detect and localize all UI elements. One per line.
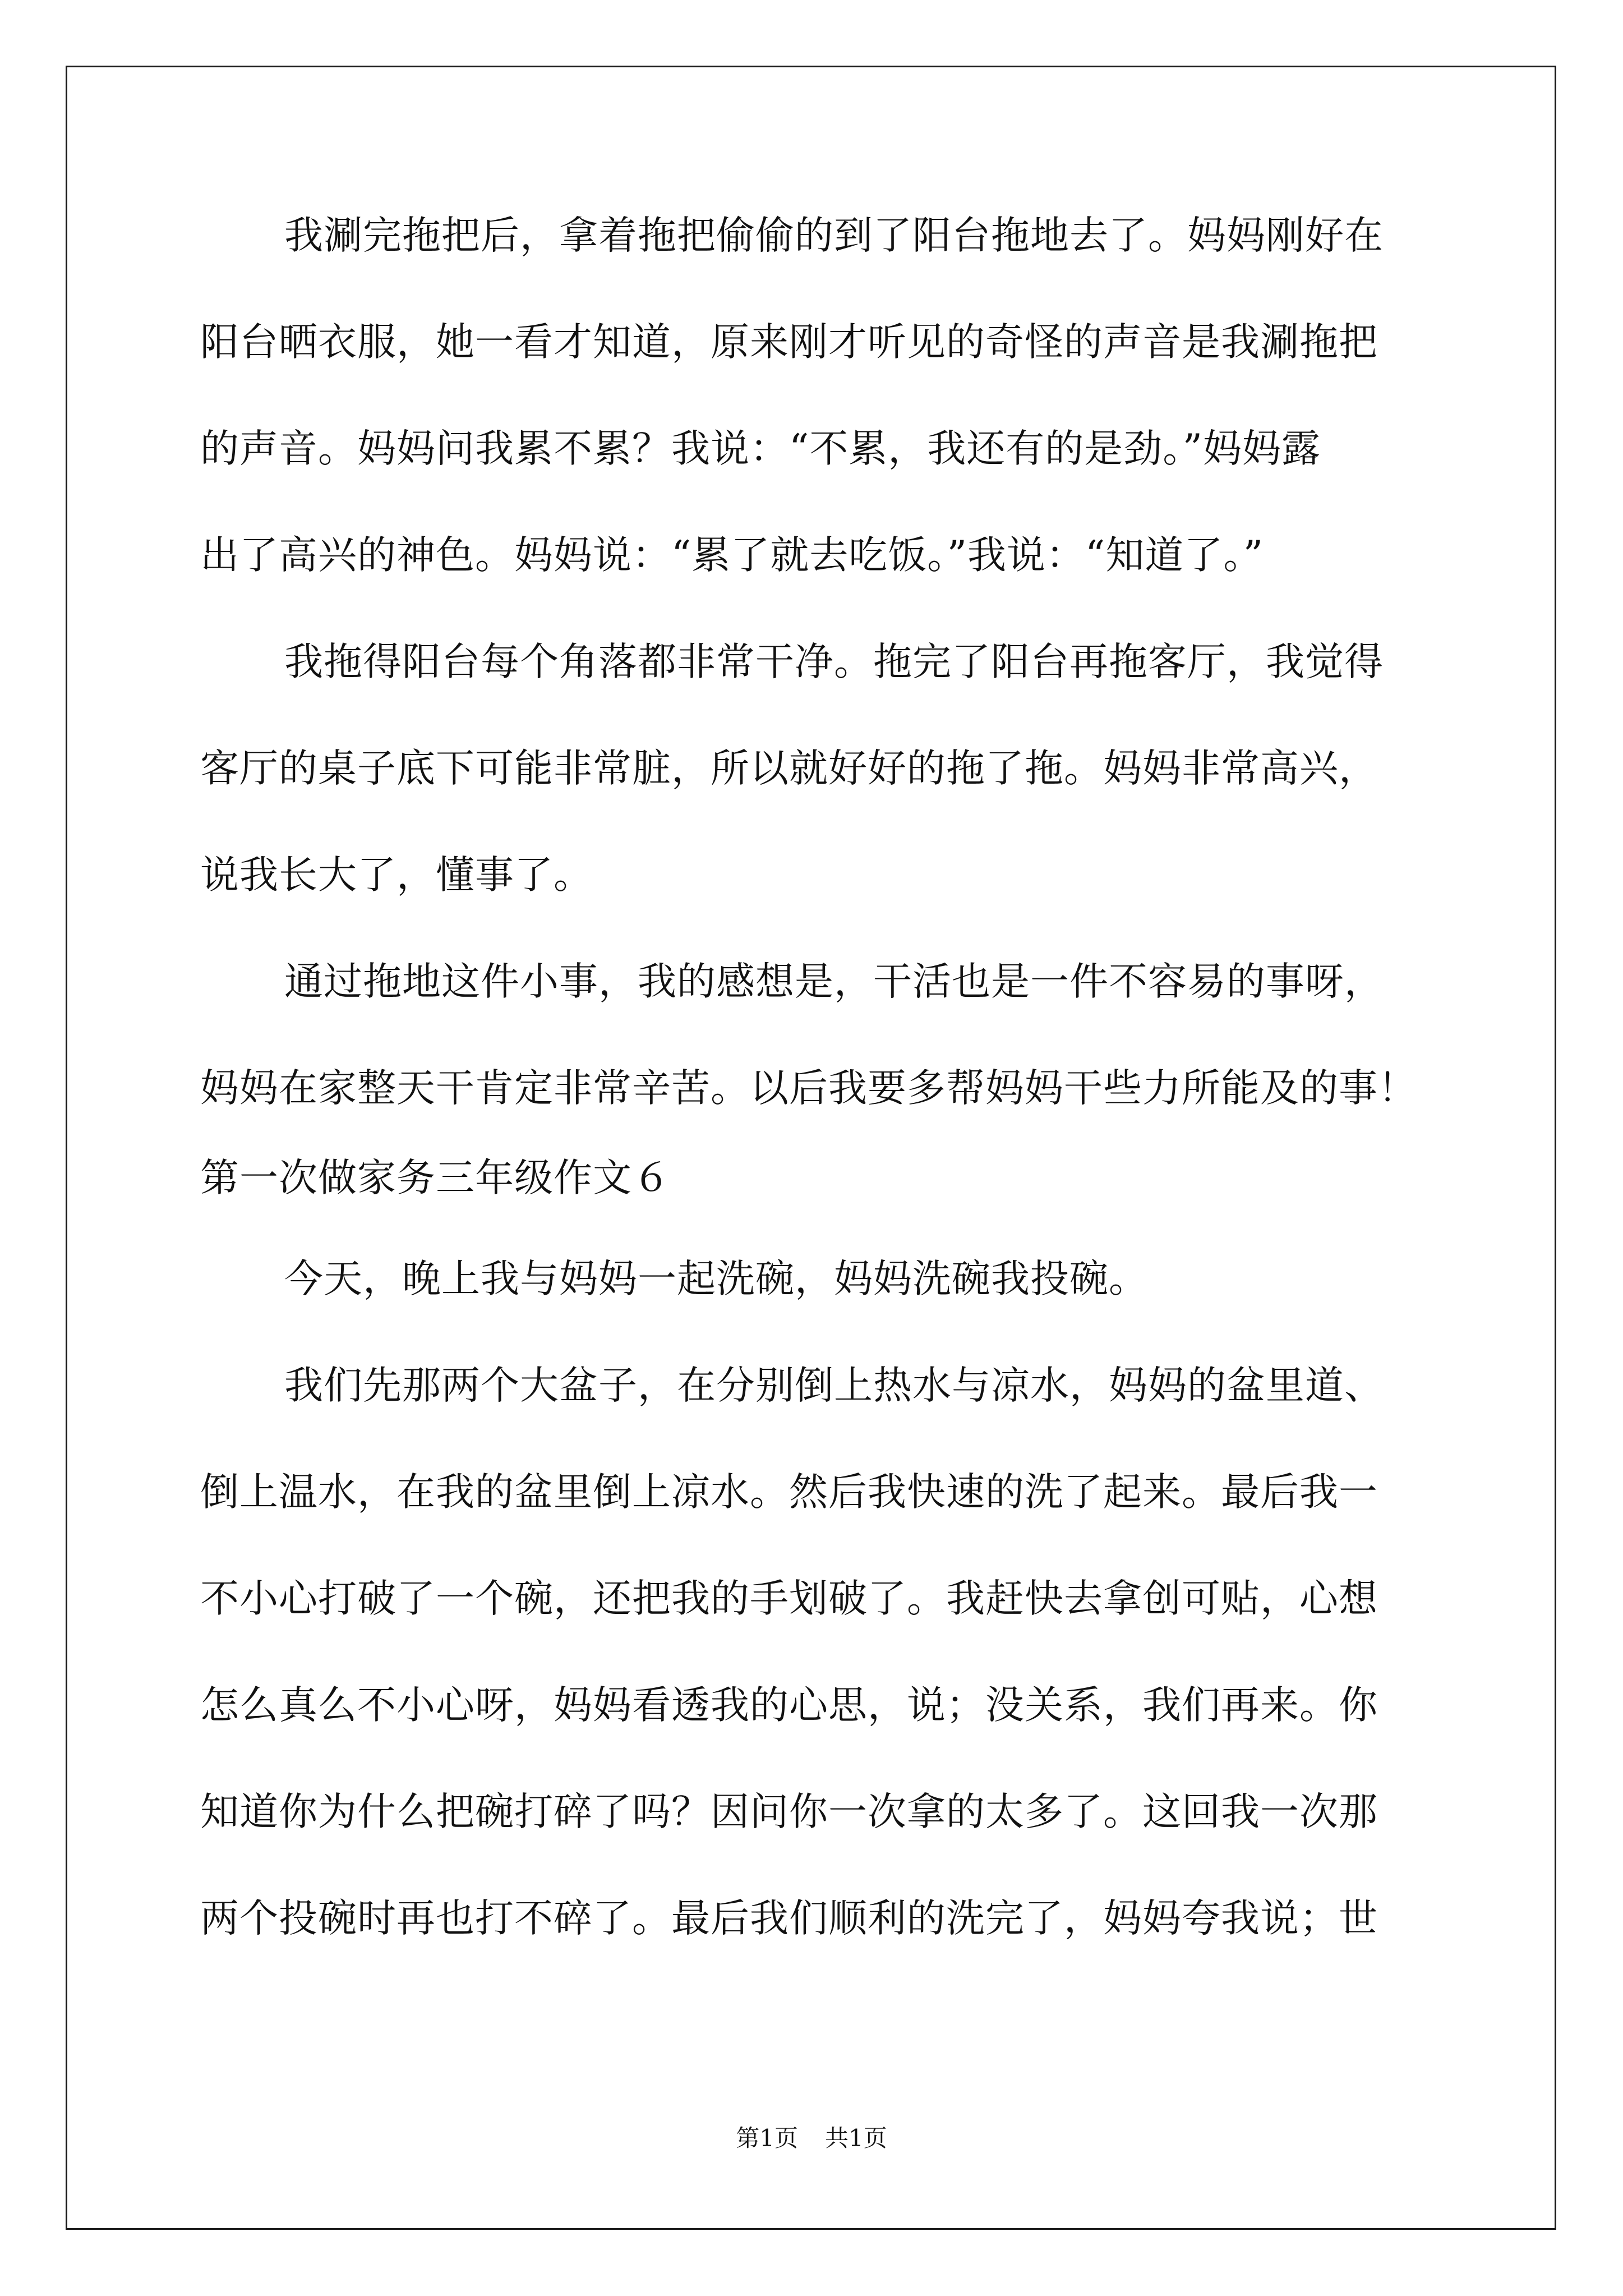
- paragraph-line: 妈妈在家整天干肯定非常辛苦。以后我要多帮妈妈干些力所能及的事！: [200, 1066, 1417, 1111]
- page-total: 共1页: [825, 2124, 887, 2152]
- section-heading: 第一次做家务三年级作文６: [200, 1156, 671, 1200]
- paragraph-line: 怎么真么不小心呀，妈妈看透我的心思，说；没关系，我们再来。你: [200, 1683, 1378, 1728]
- paragraph-line: 阳台晒衣服，她一看才知道，原来刚才听见的奇怪的声音是我涮拖把: [200, 320, 1378, 365]
- paragraph-line: 我们先那两个大盆子，在分别倒上热水与凉水，妈妈的盆里道、: [284, 1363, 1384, 1408]
- paragraph-line: 倒上温水，在我的盆里倒上凉水。然后我快速的洗了起来。最后我一: [200, 1470, 1378, 1515]
- paragraph-line: 我拖得阳台每个角落都非常干净。拖完了阳台再拖客厅，我觉得: [284, 639, 1384, 684]
- paragraph-line: 出了高兴的神色。妈妈说：“累了就去吃饭。”我说：“知道了。”: [200, 533, 1264, 578]
- paragraph-line: 两个投碗时再也打不碎了。最后我们顺利的洗完了，妈妈夸我说；世: [200, 1896, 1378, 1941]
- page-number: 第1页: [736, 2124, 798, 2152]
- paragraph-line: 今天，晚上我与妈妈一起洗碗，妈妈洗碗我投碗。: [284, 1257, 1148, 1301]
- paragraph-line: 不小心打破了一个碗，还把我的手划破了。我赶快去拿创可贴，心想: [200, 1576, 1378, 1621]
- paragraph-line: 通过拖地这件小事，我的感想是，干活也是一件不容易的事呀，: [284, 959, 1384, 1004]
- paragraph-line: 知道你为什么把碗打碎了吗？因问你一次拿的太多了。这回我一次那: [200, 1789, 1378, 1834]
- paragraph-line: 我涮完拖把后，拿着拖把偷偷的到了阳台拖地去了。妈妈刚好在: [284, 213, 1384, 258]
- page-footer: [0, 2122, 1623, 2155]
- paragraph-line: 的声音。妈妈问我累不累？我说：“不累，我还有的是劲。”妈妈露: [200, 426, 1321, 471]
- paragraph-line: 客厅的桌子底下可能非常脏，所以就好好的拖了拖。妈妈非常高兴，: [200, 746, 1378, 791]
- paragraph-line: 说我长大了，懂事了。: [200, 853, 593, 898]
